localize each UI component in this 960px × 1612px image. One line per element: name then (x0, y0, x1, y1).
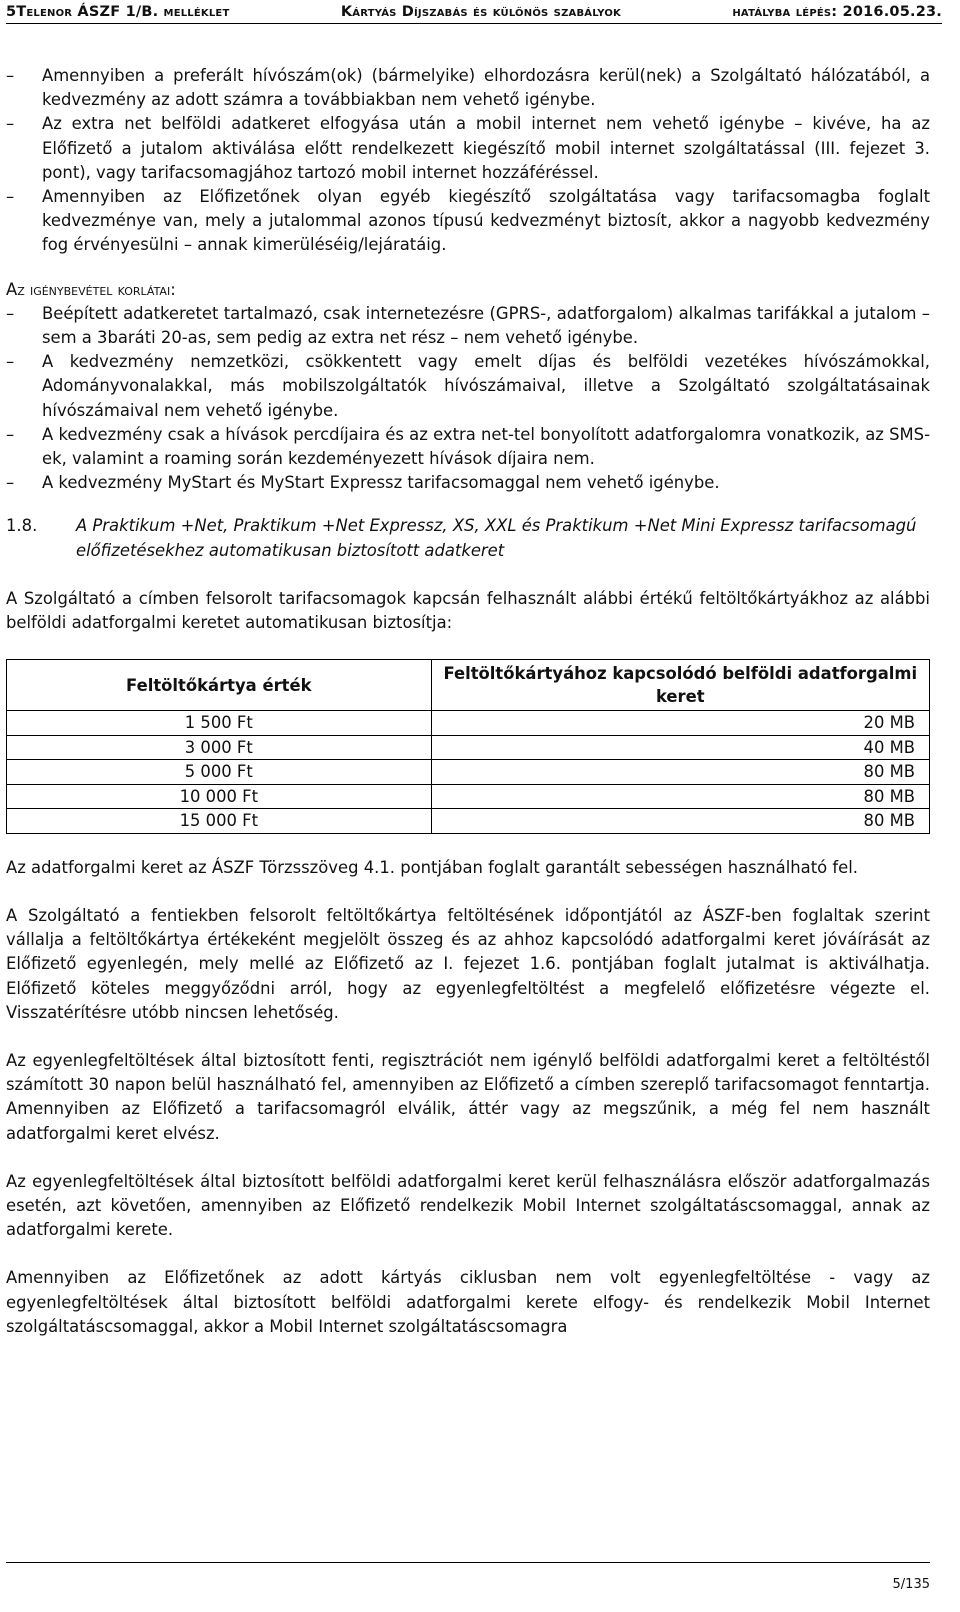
column-header-data-allowance: Feltöltőkártyához kapcsolódó belföldi adatforgalmi keret (431, 660, 929, 711)
body-paragraph: Amennyiben az Előfizetőnek az adott kártyás ciklusban nem volt egyenlegfeltöltése - vagy az egyenlegfeltöltések által biztosított belföldi adatforgalmi kerete elfogy- és rendelkezik Mobil Internet szolgáltatáscsomaggal, akkor a Mobil Internet szolgáltatáscsomagra (6, 1268, 930, 1336)
header-right: hatályba lépés: 2016.05.23. (732, 4, 942, 20)
list-item-text: Amennyiben az Előfizetőnek olyan egyéb kiegészítő szolgáltatása vagy tarifacsomagba foglalt kedvezménye van, mely a jutalommal azonos típusú kedvezményt biztosít, akkor a nagyobb kedvezmény fog érvényesülni – annak kimerüléséig/lejáratáig. (42, 187, 930, 255)
dash-marker: – (6, 66, 15, 85)
table-row (7, 760, 930, 785)
data-allowance-cell: 80 MB (431, 784, 929, 809)
table-row (7, 735, 930, 760)
table-row (7, 784, 930, 809)
list-item-text: A kedvezmény MyStart és MyStart Expressz tarifacsomaggal nem vehető igénybe. (42, 473, 720, 493)
data-allowance-cell: 40 MB (431, 735, 929, 760)
list-item (6, 302, 930, 350)
dash-marker: – (6, 424, 15, 444)
dash-marker: – (6, 114, 15, 134)
table-row (7, 809, 930, 834)
dash-marker: – (6, 352, 15, 372)
limits-label: Az igénybevétel korlátai: (6, 279, 176, 299)
header-center: Kártyás Díjszabás és különös szabályok (340, 4, 621, 20)
card-value-cell: 3 000 Ft (7, 735, 432, 760)
list-item (6, 471, 930, 495)
card-value-cell: 5 000 Ft (7, 760, 432, 785)
body-paragraph: Az adatforgalmi keret az ÁSZF Törzsszöveg 4.1. pontjában foglalt garantált sebességen használható fel. (6, 857, 858, 877)
page-number: 5/135 (892, 1577, 930, 1592)
list-item-text: Az extra net belföldi adatkeret elfogyása után a mobil internet nem vehető igénybe – kivéve, ha az Előfizető a jutalom aktiválása előtt rendelkezett kiegészítő mobil internet szolgáltatással (III. fejezet 3. pont), vagy tarifacsomagjához tartozó mobil internet hozzáféréssel. (42, 114, 930, 182)
data-allowance-cell: 80 MB (431, 809, 929, 834)
section-number: 1.8. (6, 516, 38, 536)
card-value-cell: 10 000 Ft (7, 784, 432, 809)
body-paragraph: Az egyenlegfeltöltések által biztosított fenti, regisztrációt nem igénylő belföldi adatforgalmi keret a feltöltéstől számított 30 napon belül használható fel, amennyiben az Előfizető a címben szereplő tarifacsomagot fenntartja. Amennyiben az Előfizető a tarifacsomagról elválik, áttér vagy az megszűnik, a még fel nem használt adatforgalmi keret elvész. (6, 1050, 930, 1143)
list-item-text: Beépített adatkeretet tartalmazó, csak internetezésre (GPRS-, adatforgalom) alkalmas tarifákkal a jutalom – sem a 3baráti 20-as, sem pedig az extra net rész – nem vehető igénybe. (42, 303, 930, 348)
list-item (6, 185, 930, 258)
body-paragraph: Az egyenlegfeltöltések által biztosított belföldi adatforgalmi keret kerül felhasználásra először adatforgalmazás esetén, azt követően, amennyiben az Előfizető rendelkezik Mobil Internet szolgáltatáscsomaggal, annak az adatforgalmi kerete. (6, 1171, 930, 1240)
card-value-cell: 15 000 Ft (7, 809, 432, 834)
page-footer (6, 1562, 930, 1592)
page-header (6, 4, 942, 24)
list-item (6, 64, 930, 112)
topup-data-table (6, 659, 930, 834)
table-header-row (7, 660, 930, 711)
dash-marker: – (6, 187, 15, 207)
list-item-text: A kedvezmény csak a hívások percdíjaira és az extra net-tel bonyolított adatforgalomra vonatkozik, az SMS-ek, valamint a roaming során kezdeményezett hívások díjaira nem. (42, 424, 930, 469)
table-row (7, 711, 930, 736)
section-heading (6, 514, 930, 562)
dash-marker: – (6, 303, 15, 323)
list-item-text: Amennyiben a preferált hívószám(ok) (bármelyike) elhordozásra kerül(nek) a Szolgáltató hálózatából, a kedvezmény az adott számra a továbbiakban nem vehető igénybe. (42, 66, 930, 110)
document-body (6, 64, 930, 1339)
card-value-cell: 1 500 Ft (7, 711, 432, 736)
column-header-card-value: Feltöltőkártya érték (7, 660, 432, 711)
list-item (6, 112, 930, 185)
data-allowance-cell: 80 MB (431, 760, 929, 785)
header-left: 5Telenor ÁSZF 1/B. melléklet (6, 4, 230, 20)
list-item (6, 350, 930, 423)
data-allowance-cell: 20 MB (431, 711, 929, 736)
list-item-text: A kedvezmény nemzetközi, csökkentett vagy emelt díjas és belföldi vezetékes hívószámokkal, Adományvonalakkal, más mobilszolgáltatók hívószámaival, illetve a Szolgáltató szolgáltatásainak hívószámaival nem vehető igénybe. (42, 352, 930, 420)
intro-paragraph: A Szolgáltató a címben felsorolt tarifacsomagok kapcsán felhasznált alábbi értékű feltöltőkártyákhoz az alábbi belföldi adatforgalmi keretet automatikusan biztosítja: (6, 588, 930, 633)
section-title: A Praktikum +Net, Praktikum +Net Expressz, XS, XXL és Praktikum +Net Mini Expressz tarifacsomagú előfizetésekhez automatikusan biztosított adatkeret (76, 516, 917, 560)
list-item (6, 423, 930, 471)
body-paragraph: A Szolgáltató a fentiekben felsorolt feltöltőkártya feltöltésének időpontjától az ÁSZF-ben foglaltak szerint vállalja a feltöltőkártya értékeként megjelölt összeg és az ahhoz kapcsolódó adatforgalmi keret jóváírását az Előfizető egyenlegén, mely mellé az Előfizető az I. fejezet 1.6. pontjában foglalt jutalmat is aktiválhatja. Előfizető köteles meggyőződni arról, hogy az egyenlegfeltöltést a megfelelő előfizetésre végezte el. Visszatérítésre utóbb nincsen lehetőség. (6, 905, 930, 1022)
dash-marker: – (6, 473, 15, 493)
